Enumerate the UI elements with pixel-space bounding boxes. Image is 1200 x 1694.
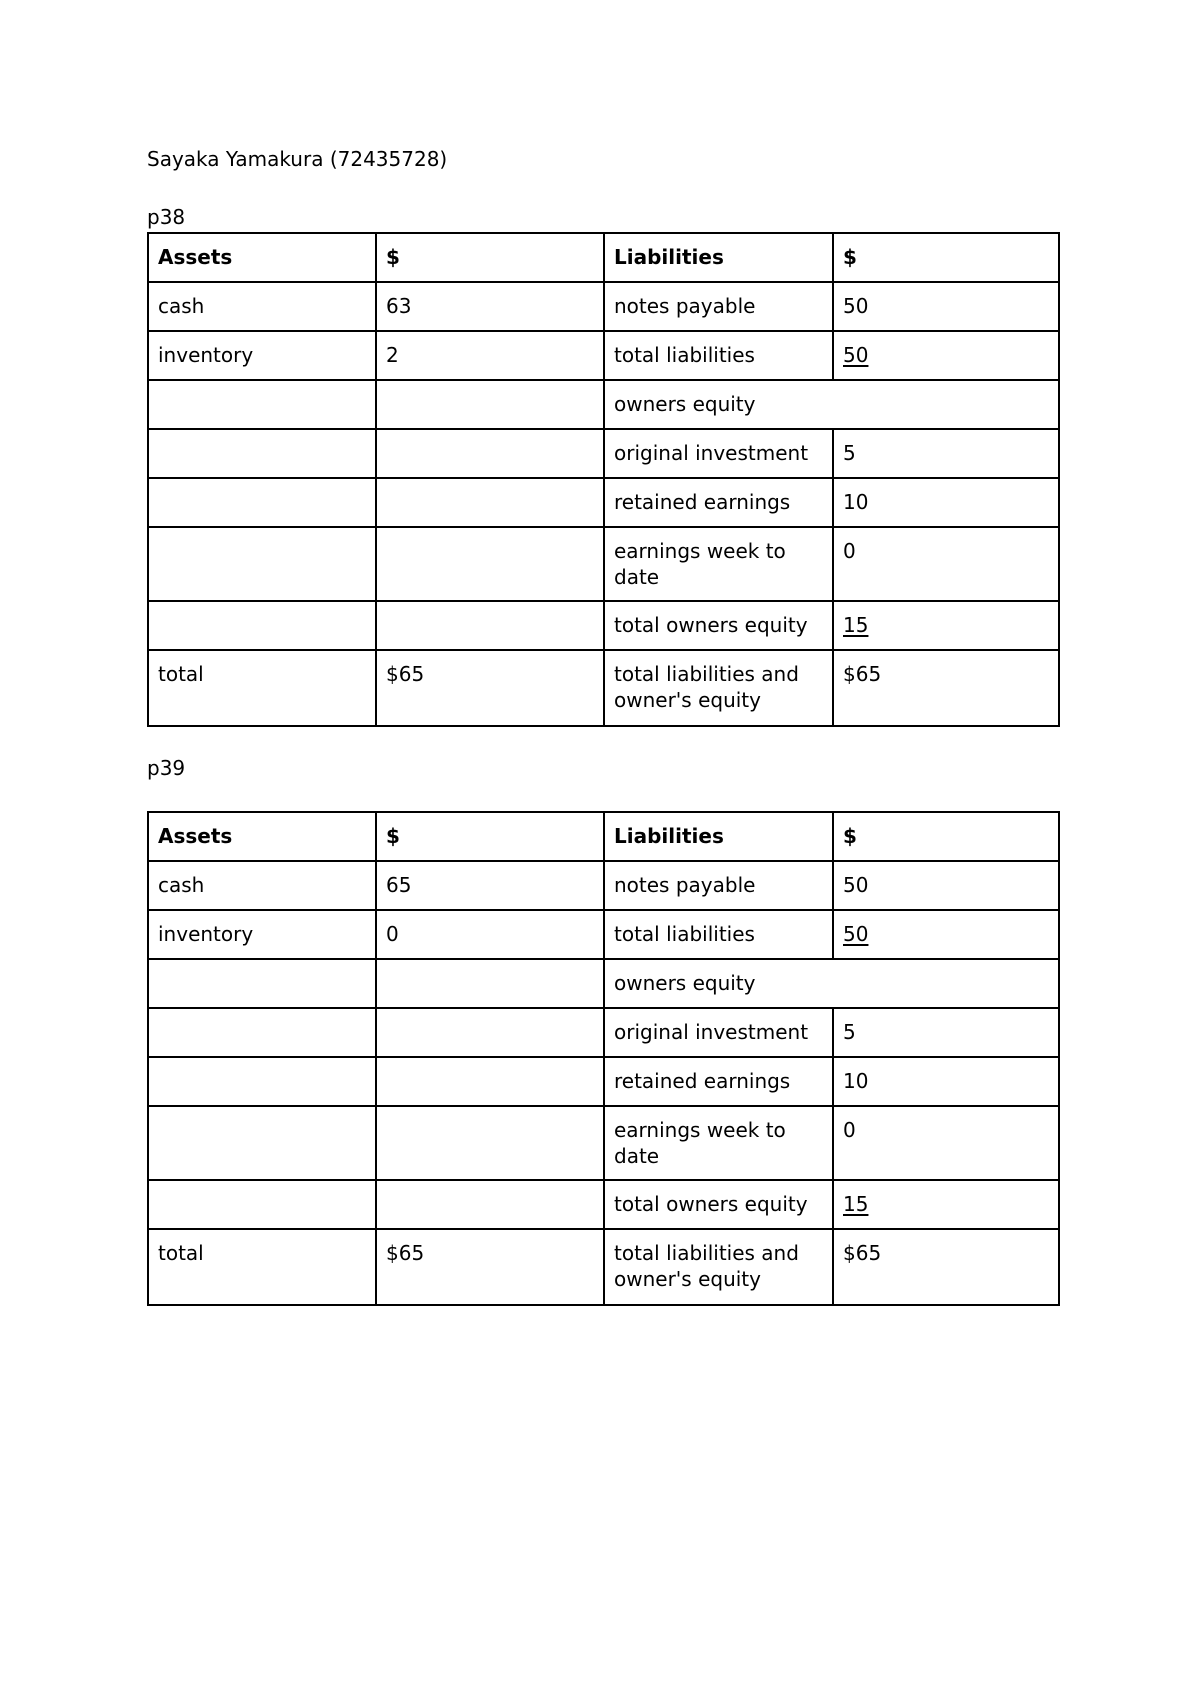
liability-amount-cell: 10	[833, 1057, 1059, 1106]
liability-cell: earnings week to date	[604, 1106, 833, 1180]
liability-cell: original investment	[604, 429, 833, 478]
table-row	[148, 1180, 1059, 1229]
liability-cell: total owners equity	[604, 1180, 833, 1229]
asset-amount-cell	[376, 1180, 604, 1229]
asset-amount-cell: 2	[376, 331, 604, 380]
table-row	[148, 959, 1059, 1008]
liability-cell: total liabilities and owner's equity	[604, 650, 833, 726]
underlined-amount: 50	[843, 343, 869, 367]
asset-cell	[148, 1180, 376, 1229]
asset-amount-cell	[376, 380, 604, 429]
asset-cell: total	[148, 650, 376, 726]
liability-amount-cell	[833, 910, 1059, 959]
liability-amount-cell	[833, 331, 1059, 380]
asset-amount-cell	[376, 527, 604, 601]
table-total-row	[148, 1229, 1059, 1305]
asset-cell: inventory	[148, 331, 376, 380]
asset-amount-cell	[376, 1008, 604, 1057]
liability-cell: notes payable	[604, 861, 833, 910]
liability-section-cell: owners equity	[604, 959, 1059, 1008]
underlined-amount: 50	[843, 922, 869, 946]
asset-amount-cell	[376, 478, 604, 527]
table-row	[148, 429, 1059, 478]
liability-cell: retained earnings	[604, 478, 833, 527]
header-assets: Assets	[148, 233, 376, 282]
liability-cell: original investment	[604, 1008, 833, 1057]
balance-sheet-table-p38	[147, 232, 1060, 727]
asset-cell	[148, 429, 376, 478]
asset-amount-cell	[376, 1106, 604, 1180]
header-liabilities-amount: $	[833, 812, 1059, 861]
liability-amount-cell: 10	[833, 478, 1059, 527]
liability-cell: earnings week to date	[604, 527, 833, 601]
liability-cell: total owners equity	[604, 601, 833, 650]
asset-cell	[148, 1057, 376, 1106]
table-header-row	[148, 233, 1059, 282]
header-liabilities: Liabilities	[604, 233, 833, 282]
table-row	[148, 910, 1059, 959]
liability-amount-cell: $65	[833, 650, 1059, 726]
header-liabilities-amount: $	[833, 233, 1059, 282]
asset-amount-cell	[376, 1057, 604, 1106]
table-total-row	[148, 650, 1059, 726]
table-row	[148, 380, 1059, 429]
asset-amount-cell: $65	[376, 650, 604, 726]
asset-cell	[148, 601, 376, 650]
asset-cell: inventory	[148, 910, 376, 959]
table-row	[148, 282, 1059, 331]
table-row	[148, 331, 1059, 380]
asset-amount-cell: $65	[376, 1229, 604, 1305]
table-header-row	[148, 812, 1059, 861]
liability-amount-cell: 50	[833, 282, 1059, 331]
table-row	[148, 601, 1059, 650]
asset-cell	[148, 380, 376, 429]
table-row	[148, 1057, 1059, 1106]
asset-cell	[148, 1008, 376, 1057]
asset-amount-cell	[376, 429, 604, 478]
underlined-amount: 15	[843, 613, 869, 637]
asset-amount-cell: 65	[376, 861, 604, 910]
author-name: Sayaka Yamakura (72435728)	[147, 147, 448, 171]
table-row	[148, 478, 1059, 527]
table-row	[148, 1106, 1059, 1180]
liability-amount-cell: 5	[833, 1008, 1059, 1057]
liability-cell: total liabilities	[604, 331, 833, 380]
underlined-amount: 15	[843, 1192, 869, 1216]
liability-cell: retained earnings	[604, 1057, 833, 1106]
liability-amount-cell: 50	[833, 861, 1059, 910]
liability-section-cell: owners equity	[604, 380, 1059, 429]
table-row	[148, 861, 1059, 910]
asset-cell	[148, 959, 376, 1008]
liability-amount-cell: $65	[833, 1229, 1059, 1305]
balance-sheet-table-p39	[147, 811, 1060, 1306]
asset-cell	[148, 1106, 376, 1180]
asset-cell: cash	[148, 282, 376, 331]
liability-amount-cell	[833, 601, 1059, 650]
header-assets-amount: $	[376, 233, 604, 282]
asset-cell	[148, 527, 376, 601]
asset-amount-cell: 63	[376, 282, 604, 331]
asset-cell: cash	[148, 861, 376, 910]
asset-amount-cell	[376, 959, 604, 1008]
section-label-p39: p39	[147, 756, 186, 780]
asset-amount-cell: 0	[376, 910, 604, 959]
section-label-p38: p38	[147, 205, 186, 229]
liability-cell: total liabilities	[604, 910, 833, 959]
liability-cell: notes payable	[604, 282, 833, 331]
liability-cell: total liabilities and owner's equity	[604, 1229, 833, 1305]
header-assets-amount: $	[376, 812, 604, 861]
liability-amount-cell: 5	[833, 429, 1059, 478]
table-row	[148, 527, 1059, 601]
header-liabilities: Liabilities	[604, 812, 833, 861]
asset-amount-cell	[376, 601, 604, 650]
liability-amount-cell: 0	[833, 527, 1059, 601]
liability-amount-cell: 0	[833, 1106, 1059, 1180]
asset-cell: total	[148, 1229, 376, 1305]
table-row	[148, 1008, 1059, 1057]
asset-cell	[148, 478, 376, 527]
liability-amount-cell	[833, 1180, 1059, 1229]
header-assets: Assets	[148, 812, 376, 861]
